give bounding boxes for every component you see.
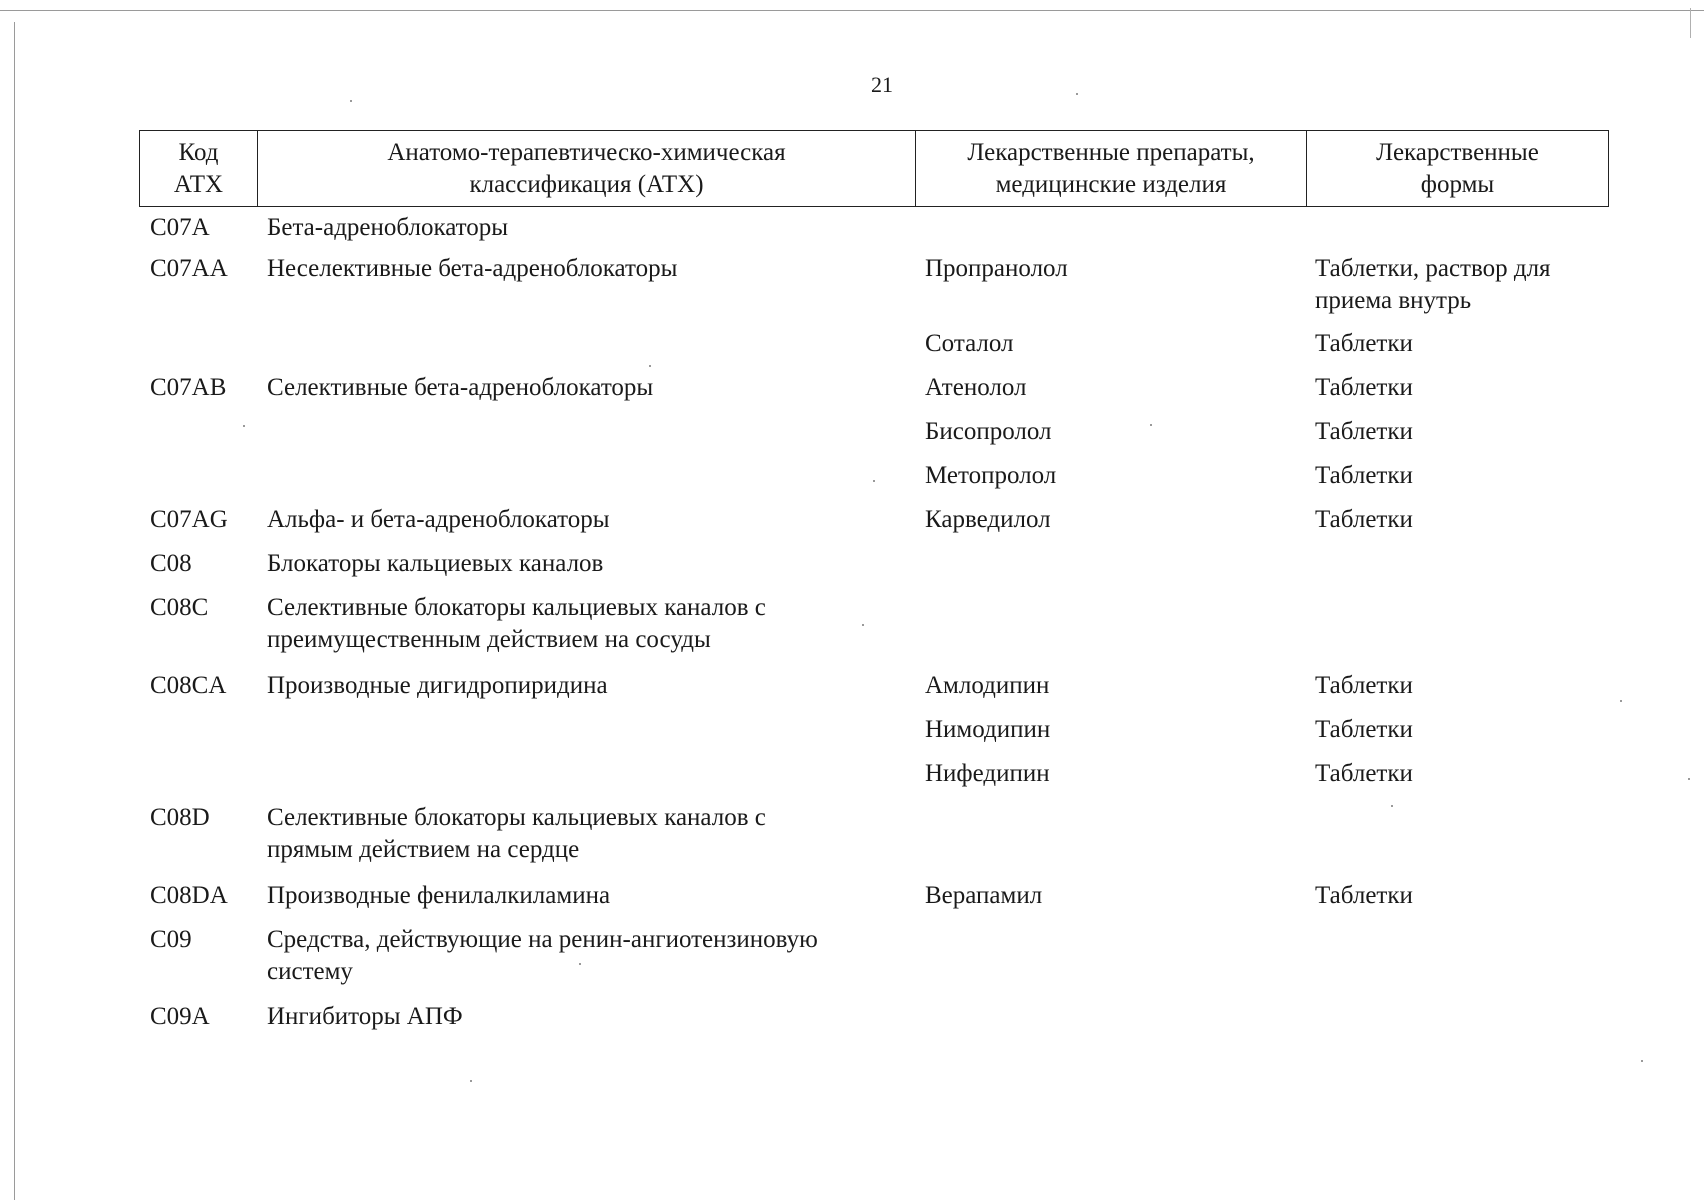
row-drug: Атенолол bbox=[925, 374, 1027, 401]
row-dosage-form: Таблетки bbox=[1315, 374, 1413, 401]
row-dosage-form: Таблетки bbox=[1315, 330, 1413, 357]
row-drug: Метопролол bbox=[925, 462, 1057, 489]
scan-speck bbox=[579, 963, 581, 965]
page-number: 21 bbox=[871, 72, 893, 97]
row-dosage-form: Таблетки bbox=[1315, 418, 1413, 445]
scan-speck bbox=[873, 480, 875, 482]
row-drug: Пропранолол bbox=[925, 255, 1068, 282]
row-code: C09A bbox=[150, 1003, 210, 1030]
row-atc-name: Неселективные бета-адреноблокаторы bbox=[267, 255, 678, 282]
row-code: C07A bbox=[150, 214, 210, 241]
scan-speck bbox=[1620, 700, 1622, 702]
row-atc-name: Блокаторы кальциевых каналов bbox=[267, 550, 604, 577]
header-forms: Лекарственные формы bbox=[1307, 131, 1609, 207]
scan-speck bbox=[862, 624, 864, 626]
row-code: C08DA bbox=[150, 882, 228, 909]
row-drug: Соталол bbox=[925, 330, 1014, 357]
row-drug: Амлодипин bbox=[925, 672, 1050, 699]
scan-speck bbox=[243, 425, 245, 427]
row-atc-name: Альфа- и бета-адреноблокаторы bbox=[267, 506, 610, 533]
row-drug: Бисопролол bbox=[925, 418, 1052, 445]
row-code: C09 bbox=[150, 926, 192, 953]
scan-speck bbox=[1076, 93, 1078, 95]
row-code: C08 bbox=[150, 550, 192, 577]
scan-speck bbox=[1641, 1060, 1643, 1062]
row-atc-name: Селективные блокаторы кальциевых каналов с преимущественным действием на сосуды bbox=[267, 594, 766, 653]
scan-speck bbox=[470, 1080, 472, 1082]
scan-speck bbox=[1150, 424, 1152, 426]
row-atc-name: Селективные блокаторы кальциевых каналов с прямым действием на сердце bbox=[267, 804, 766, 863]
row-atc-name: Селективные бета-адреноблокаторы bbox=[267, 374, 654, 401]
row-drug: Верапамил bbox=[925, 882, 1043, 909]
row-code: C08C bbox=[150, 594, 209, 621]
row-code: C07AA bbox=[150, 255, 228, 282]
row-atc-name: Производные дигидропиридина bbox=[267, 672, 608, 699]
row-dosage-form: Таблетки bbox=[1315, 462, 1413, 489]
row-dosage-form: Таблетки bbox=[1315, 716, 1413, 743]
row-code: C08CA bbox=[150, 672, 227, 699]
row-code: C07AB bbox=[150, 374, 227, 401]
row-drug: Нифедипин bbox=[925, 760, 1050, 787]
row-atc-name: Ингибиторы АПФ bbox=[267, 1003, 463, 1030]
header-code: Код АТХ bbox=[140, 131, 258, 207]
row-dosage-form: Таблетки bbox=[1315, 882, 1413, 909]
row-drug: Нимодипин bbox=[925, 716, 1051, 743]
scan-speck bbox=[649, 365, 651, 367]
row-drug: Карведилол bbox=[925, 506, 1051, 533]
row-atc-name: Бета-адреноблокаторы bbox=[267, 214, 509, 241]
row-atc-name: Средства, действующие на ренин-ангиотензиновую систему bbox=[267, 926, 818, 985]
row-code: C08D bbox=[150, 804, 210, 831]
row-dosage-form: Таблетки, раствор для приема внутрь bbox=[1315, 255, 1551, 314]
row-dosage-form: Таблетки bbox=[1315, 760, 1413, 787]
scan-speck bbox=[1391, 805, 1393, 807]
scan-speck bbox=[1688, 778, 1690, 780]
row-dosage-form: Таблетки bbox=[1315, 672, 1413, 699]
row-atc-name: Производные фенилалкиламина bbox=[267, 882, 611, 909]
header-drugs: Лекарственные препараты, медицинские изделия bbox=[916, 131, 1307, 207]
scan-speck bbox=[350, 100, 352, 102]
row-dosage-form: Таблетки bbox=[1315, 506, 1413, 533]
header-atc-classification: Анатомо-терапевтическо-химическая классификация (АТХ) bbox=[258, 131, 916, 207]
row-code: C07AG bbox=[150, 506, 228, 533]
